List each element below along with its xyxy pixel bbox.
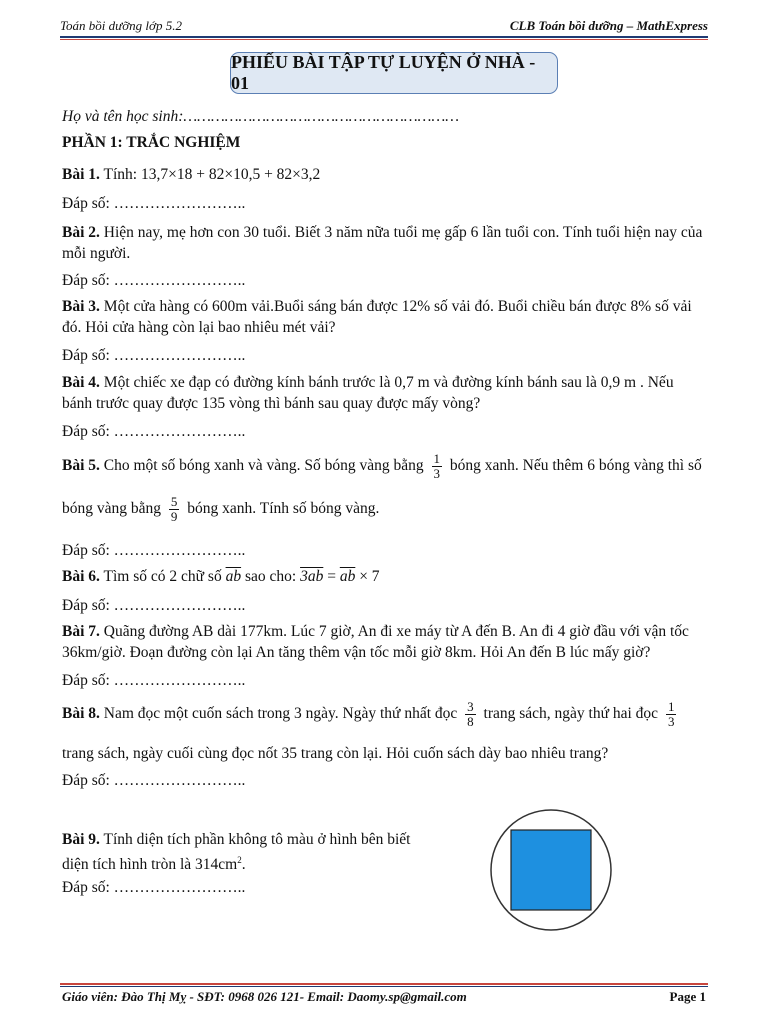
problem-2 xyxy=(62,222,706,264)
circle-square-figure xyxy=(489,808,613,932)
problem-label: Bài 9. xyxy=(62,831,100,848)
problem-4 xyxy=(62,372,706,414)
section-heading: PHẦN 1: TRẮC NGHIỆM xyxy=(62,134,241,151)
problem-text: Tìm số có 2 chữ số xyxy=(103,568,222,585)
page-header xyxy=(60,18,708,36)
problem-label: Bài 8. xyxy=(62,705,100,723)
inscribed-square xyxy=(511,830,591,910)
problem-label: Bài 6. xyxy=(62,568,100,585)
answer-line-7: Đáp số: …………………….. xyxy=(62,672,246,689)
worksheet-title xyxy=(230,52,558,94)
fraction-one-third: $\frac{1}{3}$ xyxy=(433,451,441,481)
problem-text: bóng xanh. Tính số bóng vàng. xyxy=(187,500,380,518)
footer-left: Giáo viên: Đào Thị Mỵ - SĐT: 0968 026 121- Email: Daomy.sp@gmail.com xyxy=(62,989,467,1004)
footer-rule-red xyxy=(60,983,708,985)
problem-8-cont: trang sách, ngày cuối cùng đọc nốt 35 trang còn lại. Hỏi cuốn sách dày bao nhiêu trang? xyxy=(62,745,609,762)
problem-1 xyxy=(62,164,706,185)
problem-6 xyxy=(62,566,706,587)
problem-label: Bài 5. xyxy=(62,457,100,475)
problem-text: diện tích hình tròn là 314cm xyxy=(62,856,238,874)
title-text: PHIẾU BÀI TẬP TỰ LUYỆN Ở NHÀ - 01 xyxy=(231,52,536,93)
problem-text: Nam đọc một cuốn sách trong 3 ngày. Ngày thứ nhất đọc xyxy=(103,705,458,723)
problem-text: Một chiếc xe đạp có đường kính bánh trước là 0,7 m và đường kính bánh sau là 0,9 m . Nếu bánh trước quay được 135 vòng thì bánh sau quay được mấy vòng? xyxy=(62,374,674,412)
student-name-line: Họ và tên học sinh:…………………………………………………… xyxy=(62,108,460,125)
problem-5-cont xyxy=(62,495,706,524)
answer-line-3: Đáp số: …………………….. xyxy=(62,347,246,364)
answer-line-8: Đáp số: …………………….. xyxy=(62,772,246,789)
problem-7 xyxy=(62,621,706,663)
number-ab: $\overline{ab}$ xyxy=(225,568,242,585)
problem-9 xyxy=(62,829,438,850)
answer-line-2: Đáp số: …………………….. xyxy=(62,272,246,289)
header-rule-blue xyxy=(60,36,708,38)
problem-text: trang sách, ngày thứ hai đọc xyxy=(483,705,659,723)
problem-text: bóng xanh. Nếu thêm 6 bóng vàng thì số xyxy=(449,457,702,475)
problem-text: Tính: 13,7×18 + 82×10,5 + 82×3,2 xyxy=(103,166,321,183)
header-left: Toán bồi dưỡng lớp 5.2 xyxy=(60,18,182,33)
answer-line-1: Đáp số: …………………….. xyxy=(62,195,246,212)
number-3ab: 3ab xyxy=(300,568,324,585)
answer-line-6: Đáp số: …………………….. xyxy=(62,597,246,614)
problem-label: Bài 3. xyxy=(62,298,100,315)
number-ab: $\overline{ab}$ xyxy=(339,568,356,585)
problem-label: Bài 7. xyxy=(62,623,100,640)
fraction-three-eighths: $\frac{3}{8}$ xyxy=(467,699,474,729)
answer-line-5: Đáp số: …………………….. xyxy=(62,542,246,559)
problem-text: sao cho: xyxy=(244,568,297,585)
footer-rule-blue xyxy=(60,986,708,987)
problem-text: Một cửa hàng có 600m vải.Buổi sáng bán được 12% số vải đó. Buổi chiều bán được 8% số vải đó. Hỏi cửa hàng còn lại bao nhiêu mét vải? xyxy=(62,298,692,336)
problem-text: Hiện nay, mẹ hơn con 30 tuổi. Biết 3 năm nữa tuổi mẹ gấp 6 lần tuổi con. Tính tuổi hiện nay của mỗi người. xyxy=(62,224,703,262)
superscript-2: 2 xyxy=(237,855,242,865)
problem-text: bóng vàng bằng xyxy=(62,500,162,518)
equals-sign: = xyxy=(327,568,336,585)
header-rule-red xyxy=(60,39,708,40)
problem-8 xyxy=(62,700,728,729)
problem-text: Quãng đường AB dài 177km. Lúc 7 giờ, An đi xe máy từ A đến B. An đi 4 giờ đầu với vận tốc 36km/giờ. Đoạn đường còn lại An tăng thêm vận tốc mỗi giờ 8km. Hỏi An đến B lúc mấy giờ? xyxy=(62,623,689,661)
problem-text: Cho một số bóng xanh và vàng. Số bóng vàng bằng xyxy=(103,457,424,475)
problem-3 xyxy=(62,296,706,338)
problem-label: Bài 1. xyxy=(62,166,100,183)
problem-label: Bài 4. xyxy=(62,374,100,391)
problem-5 xyxy=(62,452,706,481)
fraction-one-third: $\frac{1}{3}$ xyxy=(667,699,675,729)
header-right: CLB Toán bồi dưỡng – MathExpress xyxy=(509,18,708,33)
page-number: Page 1 xyxy=(669,989,706,1004)
answer-line-4: Đáp số: …………………….. xyxy=(62,423,246,440)
answer-line-9: Đáp số: …………………….. xyxy=(62,879,246,896)
fraction-five-ninths: $\frac{5}{9}$ xyxy=(170,494,178,524)
problem-9-cont: diện tích hình tròn là $314cm^2$. xyxy=(62,855,246,874)
problem-label: Bài 2. xyxy=(62,224,100,241)
problem-text: Tính diện tích phần không tô màu ở hình bên biết xyxy=(103,831,411,848)
times-seven: × 7 xyxy=(359,568,380,585)
